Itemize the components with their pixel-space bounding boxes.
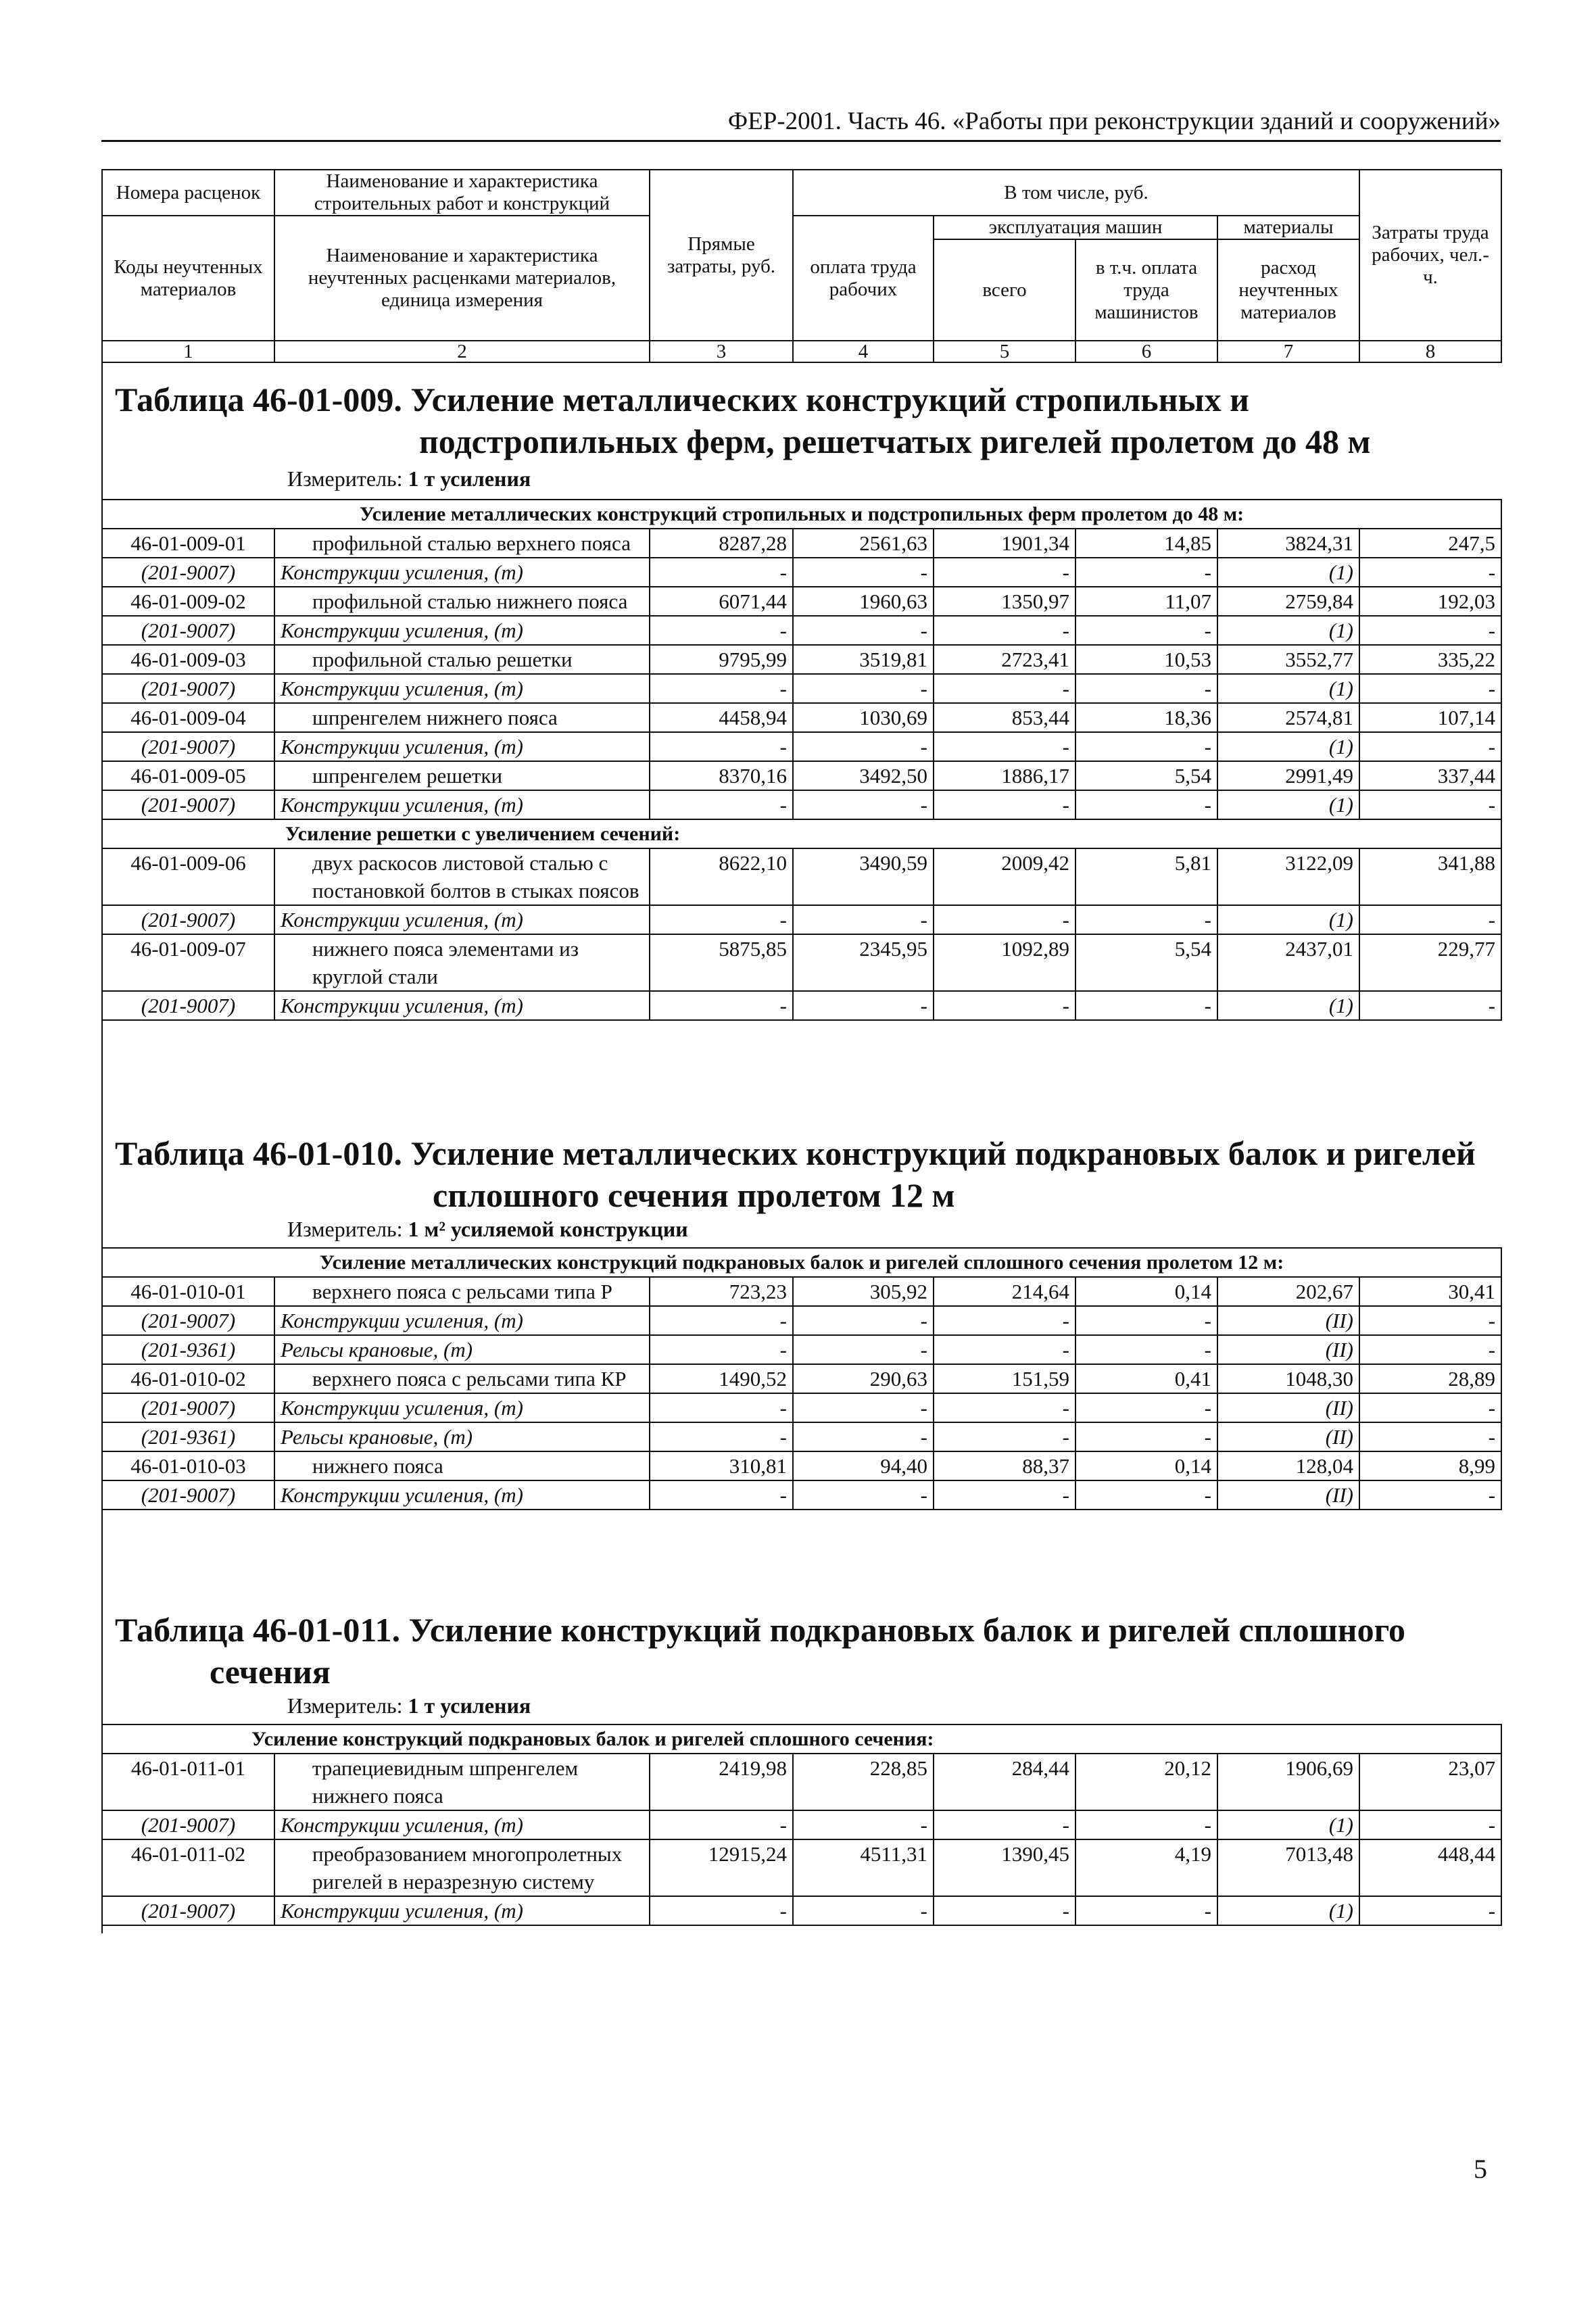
- dash: -: [1359, 991, 1501, 1020]
- rate-code: 46-01-011-02: [102, 1839, 274, 1896]
- material-name: Конструкции усиления, (т): [274, 558, 650, 587]
- section-heading: Усиление металлических конструкций стропильных и подстропильных ферм пролетом до 48 м:: [102, 500, 1501, 529]
- col5-header: всего: [934, 239, 1075, 341]
- material-mark: (1): [1217, 991, 1359, 1020]
- dash: -: [934, 732, 1075, 761]
- machines-total: 1390,45: [934, 1839, 1075, 1896]
- section-heading: Усиление металлических конструкций подкрановых балок и ригелей сплошного сечения пролетом 12 м:: [102, 1248, 1501, 1277]
- material-code: (201-9007): [102, 790, 274, 819]
- machinists-pay: 10,53: [1075, 645, 1217, 674]
- labor-hours: 23,07: [1359, 1754, 1501, 1810]
- materials-cost: 2759,84: [1217, 587, 1359, 616]
- material-name: Конструкции усиления, (т): [274, 616, 650, 645]
- material-code: (201-9007): [102, 1306, 274, 1335]
- table-row: [102, 1364, 1501, 1393]
- rate-name: двух раскосов листовой сталью с постановкой болтов в стыках поясов: [274, 848, 650, 905]
- machinists-pay: 11,07: [1075, 587, 1217, 616]
- material-code: (201-9007): [102, 732, 274, 761]
- dash: -: [793, 1810, 934, 1839]
- material-row: [102, 1306, 1501, 1335]
- labor-hours: 192,03: [1359, 587, 1501, 616]
- machinists-pay: 0,41: [1075, 1364, 1217, 1393]
- labor-cost: 3519,81: [793, 645, 934, 674]
- dash: -: [793, 991, 934, 1020]
- labor-hours: 229,77: [1359, 934, 1501, 991]
- dash: -: [650, 1422, 793, 1451]
- table-row: [102, 645, 1501, 674]
- rate-name: профильной сталью верхнего пояса: [274, 529, 650, 558]
- machinists-pay: 20,12: [1075, 1754, 1217, 1810]
- labor-cost: 3490,59: [793, 848, 934, 905]
- dash: -: [650, 1335, 793, 1364]
- dash: -: [934, 674, 1075, 703]
- dash: -: [934, 905, 1075, 934]
- materials-cost: 128,04: [1217, 1451, 1359, 1480]
- table-010-meter: Измеритель: 1 м² усиляемой конструкции: [287, 1217, 688, 1241]
- machines-total: 214,64: [934, 1277, 1075, 1306]
- direct-cost: 1490,52: [650, 1364, 793, 1393]
- material-code: (201-9007): [102, 616, 274, 645]
- dash: -: [1359, 1480, 1501, 1510]
- machinists-pay: 14,85: [1075, 529, 1217, 558]
- material-name: Конструкции усиления, (т): [274, 1306, 650, 1335]
- dash: -: [793, 558, 934, 587]
- dash: -: [934, 1810, 1075, 1839]
- material-name: Конструкции усиления, (т): [274, 991, 650, 1020]
- dash: -: [793, 1306, 934, 1335]
- machinists-pay: 5,54: [1075, 761, 1217, 790]
- table-row: [102, 761, 1501, 790]
- labor-cost: 290,63: [793, 1364, 934, 1393]
- dash: -: [1075, 616, 1217, 645]
- material-name: Конструкции усиления, (т): [274, 1480, 650, 1510]
- col1-header-top: Номера расценок: [102, 170, 274, 216]
- table-row: [102, 1451, 1501, 1480]
- material-code: (201-9007): [102, 1480, 274, 1510]
- machines-total: 2723,41: [934, 645, 1075, 674]
- material-code: (201-9007): [102, 1393, 274, 1422]
- dash: -: [1075, 1422, 1217, 1451]
- dash: -: [650, 732, 793, 761]
- table-009-meter: Измеритель: 1 т усиления: [287, 466, 531, 491]
- material-row: [102, 732, 1501, 761]
- materials-cost: 3824,31: [1217, 529, 1359, 558]
- labor-hours: 8,99: [1359, 1451, 1501, 1480]
- col-number: 3: [650, 341, 793, 362]
- material-mark: (1): [1217, 674, 1359, 703]
- machinists-pay: 0,14: [1075, 1451, 1217, 1480]
- table-row: [102, 1839, 1501, 1896]
- material-row: [102, 1335, 1501, 1364]
- labor-hours: 335,22: [1359, 645, 1501, 674]
- material-mark: (II): [1217, 1393, 1359, 1422]
- dash: -: [1359, 674, 1501, 703]
- labor-hours: 247,5: [1359, 529, 1501, 558]
- machines-total: 1092,89: [934, 934, 1075, 991]
- col-number: 5: [934, 341, 1075, 362]
- dash: -: [934, 991, 1075, 1020]
- material-mark: (1): [1217, 1810, 1359, 1839]
- section-heading: Усиление конструкций подкрановых балок и ригелей сплошного сечения:: [102, 1724, 1501, 1754]
- rate-code: 46-01-010-03: [102, 1451, 274, 1480]
- material-code: (201-9361): [102, 1422, 274, 1451]
- material-name: Рельсы крановые, (т): [274, 1335, 650, 1364]
- dash: -: [1359, 1393, 1501, 1422]
- material-name: Рельсы крановые, (т): [274, 1422, 650, 1451]
- material-row: [102, 674, 1501, 703]
- direct-cost: 12915,24: [650, 1839, 793, 1896]
- material-code: (201-9007): [102, 905, 274, 934]
- dash: -: [650, 1480, 793, 1510]
- dash: -: [934, 1896, 1075, 1925]
- material-code: (201-9007): [102, 558, 274, 587]
- material-name: Конструкции усиления, (т): [274, 674, 650, 703]
- material-row: [102, 1810, 1501, 1839]
- machinists-pay: 5,81: [1075, 848, 1217, 905]
- rate-name: профильной сталью нижнего пояса: [274, 587, 650, 616]
- dash: -: [1359, 790, 1501, 819]
- table-row: [102, 934, 1501, 991]
- materials-cost: 2574,81: [1217, 703, 1359, 732]
- machinists-pay: 4,19: [1075, 1839, 1217, 1896]
- table-row: [102, 587, 1501, 616]
- material-row: [102, 991, 1501, 1020]
- col1-header-bottom: Коды неучтенных материалов: [102, 216, 274, 341]
- table-row: [102, 703, 1501, 732]
- dash: -: [650, 1306, 793, 1335]
- materials-cost: 7013,48: [1217, 1839, 1359, 1896]
- material-mark: (II): [1217, 1480, 1359, 1510]
- col-number: 1: [102, 341, 274, 362]
- direct-cost: 8370,16: [650, 761, 793, 790]
- materials-cost: 1048,30: [1217, 1364, 1359, 1393]
- material-mark: (II): [1217, 1422, 1359, 1451]
- dash: -: [1359, 1422, 1501, 1451]
- page-number: 5: [1474, 2154, 1487, 2184]
- labor-cost: 2561,63: [793, 529, 934, 558]
- dash: -: [793, 1335, 934, 1364]
- dash: -: [934, 1480, 1075, 1510]
- dash: -: [1075, 790, 1217, 819]
- labor-cost: 4511,31: [793, 1839, 934, 1896]
- column-header-table: [101, 169, 1502, 363]
- machines-total: 2009,42: [934, 848, 1075, 905]
- labor-cost: 94,40: [793, 1451, 934, 1480]
- machines-total: 151,59: [934, 1364, 1075, 1393]
- machines-header: эксплуатация машин: [934, 216, 1217, 239]
- labor-cost: 305,92: [793, 1277, 934, 1306]
- labor-cost: 1030,69: [793, 703, 934, 732]
- dash: -: [793, 790, 934, 819]
- dash: -: [793, 1393, 934, 1422]
- dash: -: [1075, 905, 1217, 934]
- material-name: Конструкции усиления, (т): [274, 905, 650, 934]
- labor-cost: 1960,63: [793, 587, 934, 616]
- machines-total: 284,44: [934, 1754, 1075, 1810]
- direct-cost: 8622,10: [650, 848, 793, 905]
- dash: -: [1359, 732, 1501, 761]
- materials-cost: 3122,09: [1217, 848, 1359, 905]
- dash: -: [934, 1393, 1075, 1422]
- rate-code: 46-01-010-02: [102, 1364, 274, 1393]
- dash: -: [1359, 558, 1501, 587]
- table-row: [102, 1754, 1501, 1810]
- dash: -: [650, 558, 793, 587]
- material-row: [102, 616, 1501, 645]
- material-name: Конструкции усиления, (т): [274, 790, 650, 819]
- rate-code: 46-01-011-01: [102, 1754, 274, 1810]
- dash: -: [1075, 1393, 1217, 1422]
- rate-code: 46-01-009-02: [102, 587, 274, 616]
- table-009: [101, 499, 1502, 1021]
- rate-name: шпренгелем решетки: [274, 761, 650, 790]
- rate-code: 46-01-010-01: [102, 1277, 274, 1306]
- material-code: (201-9007): [102, 991, 274, 1020]
- dash: -: [793, 905, 934, 934]
- materials-header: материалы: [1217, 216, 1359, 239]
- dash: -: [650, 905, 793, 934]
- col-number: 7: [1217, 341, 1359, 362]
- material-mark: (II): [1217, 1306, 1359, 1335]
- material-name: Конструкции усиления, (т): [274, 1810, 650, 1839]
- material-row: [102, 790, 1501, 819]
- dash: -: [650, 616, 793, 645]
- material-mark: (1): [1217, 1896, 1359, 1925]
- machines-total: 1901,34: [934, 529, 1075, 558]
- dash: -: [1075, 558, 1217, 587]
- machinists-pay: 0,14: [1075, 1277, 1217, 1306]
- table-row: [102, 1277, 1501, 1306]
- rate-code: 46-01-009-06: [102, 848, 274, 905]
- section-heading: Усиление решетки с увеличением сечений:: [102, 819, 1501, 848]
- material-mark: (1): [1217, 905, 1359, 934]
- table-010: [101, 1247, 1502, 1510]
- rate-name: профильной сталью решетки: [274, 645, 650, 674]
- labor-cost: 2345,95: [793, 934, 934, 991]
- table-011-title: Таблица 46-01-011. Усиление конструкций подкрановых балок и ригелей сплошного сечения: [115, 1611, 1406, 1691]
- col-number: 2: [274, 341, 650, 362]
- dash: -: [1359, 616, 1501, 645]
- dash: -: [1359, 1335, 1501, 1364]
- material-mark: (1): [1217, 790, 1359, 819]
- machines-total: 1886,17: [934, 761, 1075, 790]
- dash: -: [1075, 674, 1217, 703]
- table-009-title: Таблица 46-01-009. Усиление металлических конструкций стропильных и подстропильных ферм, решетчатых ригелей пролетом до 48 м: [115, 381, 1371, 460]
- direct-cost: 2419,98: [650, 1754, 793, 1810]
- col2-header-top: Наименование и характеристика строительных работ и конструкций: [274, 170, 650, 216]
- labor-hours: 448,44: [1359, 1839, 1501, 1896]
- table-011-meter: Измеритель: 1 т усиления: [287, 1693, 531, 1718]
- labor-hours: 341,88: [1359, 848, 1501, 905]
- material-code: (201-9361): [102, 1335, 274, 1364]
- table-row: [102, 529, 1501, 558]
- table-010-title: Таблица 46-01-010. Усиление металлических конструкций подкрановых балок и ригелей сплошного сечения пролетом 12 м: [115, 1134, 1476, 1214]
- rate-code: 46-01-009-03: [102, 645, 274, 674]
- material-code: (201-9007): [102, 674, 274, 703]
- col6-header: в т.ч. оплата труда машинистов: [1075, 239, 1217, 341]
- material-name: Конструкции усиления, (т): [274, 1896, 650, 1925]
- labor-cost: 228,85: [793, 1754, 934, 1810]
- rate-name: шпренгелем нижнего пояса: [274, 703, 650, 732]
- col-number: 4: [793, 341, 934, 362]
- rate-name: нижнего пояса элементами из круглой стали: [274, 934, 650, 991]
- labor-cost: 3492,50: [793, 761, 934, 790]
- machines-total: 88,37: [934, 1451, 1075, 1480]
- dash: -: [934, 1306, 1075, 1335]
- material-code: (201-9007): [102, 1896, 274, 1925]
- dash: -: [1359, 1810, 1501, 1839]
- material-mark: (II): [1217, 1335, 1359, 1364]
- material-row: [102, 1393, 1501, 1422]
- dash: -: [934, 1422, 1075, 1451]
- col2-header-bottom: Наименование и характеристика неучтенных расценками материалов, единица измерения: [274, 216, 650, 341]
- dash: -: [1359, 1306, 1501, 1335]
- rate-name: верхнего пояса с рельсами типа Р: [274, 1277, 650, 1306]
- material-row: [102, 558, 1501, 587]
- dash: -: [650, 1810, 793, 1839]
- rate-name: трапециевидным шпренгелем нижнего пояса: [274, 1754, 650, 1810]
- dash: -: [934, 1335, 1075, 1364]
- col-number: 8: [1359, 341, 1501, 362]
- direct-cost: 6071,44: [650, 587, 793, 616]
- dash: -: [1359, 905, 1501, 934]
- dash: -: [1075, 1306, 1217, 1335]
- dash: -: [1075, 1810, 1217, 1839]
- direct-cost: 310,81: [650, 1451, 793, 1480]
- material-name: Конструкции усиления, (т): [274, 1393, 650, 1422]
- running-header: ФЕР-2001. Часть 46. «Работы при реконструкции зданий и сооружений»: [101, 107, 1501, 142]
- col-number: 6: [1075, 341, 1217, 362]
- dash: -: [650, 991, 793, 1020]
- direct-cost: 4458,94: [650, 703, 793, 732]
- material-row: [102, 1422, 1501, 1451]
- dash: -: [650, 674, 793, 703]
- material-mark: (1): [1217, 732, 1359, 761]
- machinists-pay: 18,36: [1075, 703, 1217, 732]
- dash: -: [793, 1422, 934, 1451]
- incl-header: В том числе, руб.: [793, 170, 1359, 216]
- dash: -: [1359, 1896, 1501, 1925]
- materials-cost: 2991,49: [1217, 761, 1359, 790]
- materials-cost: 2437,01: [1217, 934, 1359, 991]
- col4-header: оплата труда рабочих: [793, 216, 934, 341]
- machines-total: 853,44: [934, 703, 1075, 732]
- rate-name: верхнего пояса с рельсами типа КР: [274, 1364, 650, 1393]
- dash: -: [793, 1896, 934, 1925]
- rate-name: нижнего пояса: [274, 1451, 650, 1480]
- materials-cost: 202,67: [1217, 1277, 1359, 1306]
- direct-cost: 9795,99: [650, 645, 793, 674]
- material-row: [102, 1896, 1501, 1925]
- material-mark: (1): [1217, 616, 1359, 645]
- dash: -: [793, 1480, 934, 1510]
- dash: -: [793, 674, 934, 703]
- dash: -: [793, 732, 934, 761]
- rate-code: 46-01-009-05: [102, 761, 274, 790]
- machinists-pay: 5,54: [1075, 934, 1217, 991]
- labor-hours: 337,44: [1359, 761, 1501, 790]
- col7-header: расход неучтенных материалов: [1217, 239, 1359, 341]
- rate-code: 46-01-009-04: [102, 703, 274, 732]
- dash: -: [1075, 1480, 1217, 1510]
- labor-hours: 107,14: [1359, 703, 1501, 732]
- direct-cost: 8287,28: [650, 529, 793, 558]
- dash: -: [934, 616, 1075, 645]
- col3-header: Прямые затраты, руб.: [650, 170, 793, 341]
- material-mark: (1): [1217, 558, 1359, 587]
- dash: -: [1075, 1896, 1217, 1925]
- rate-code: 46-01-009-01: [102, 529, 274, 558]
- dash: -: [650, 790, 793, 819]
- dash: -: [1075, 1335, 1217, 1364]
- dash: -: [793, 616, 934, 645]
- direct-cost: 723,23: [650, 1277, 793, 1306]
- dash: -: [934, 558, 1075, 587]
- dash: -: [934, 790, 1075, 819]
- table-row: [102, 848, 1501, 905]
- direct-cost: 5875,85: [650, 934, 793, 991]
- rate-code: 46-01-009-07: [102, 934, 274, 991]
- materials-cost: 1906,69: [1217, 1754, 1359, 1810]
- material-name: Конструкции усиления, (т): [274, 732, 650, 761]
- labor-hours: 30,41: [1359, 1277, 1501, 1306]
- dash: -: [1075, 991, 1217, 1020]
- col8-header: Затраты труда рабочих, чел.-ч.: [1359, 170, 1501, 341]
- labor-hours: 28,89: [1359, 1364, 1501, 1393]
- material-row: [102, 905, 1501, 934]
- dash: -: [650, 1393, 793, 1422]
- machines-total: 1350,97: [934, 587, 1075, 616]
- dash: -: [1075, 732, 1217, 761]
- material-code: (201-9007): [102, 1810, 274, 1839]
- materials-cost: 3552,77: [1217, 645, 1359, 674]
- dash: -: [650, 1896, 793, 1925]
- rate-name: преобразованием многопролетных ригелей в неразрезную систему: [274, 1839, 650, 1896]
- table-011: [101, 1724, 1502, 1926]
- material-row: [102, 1480, 1501, 1510]
